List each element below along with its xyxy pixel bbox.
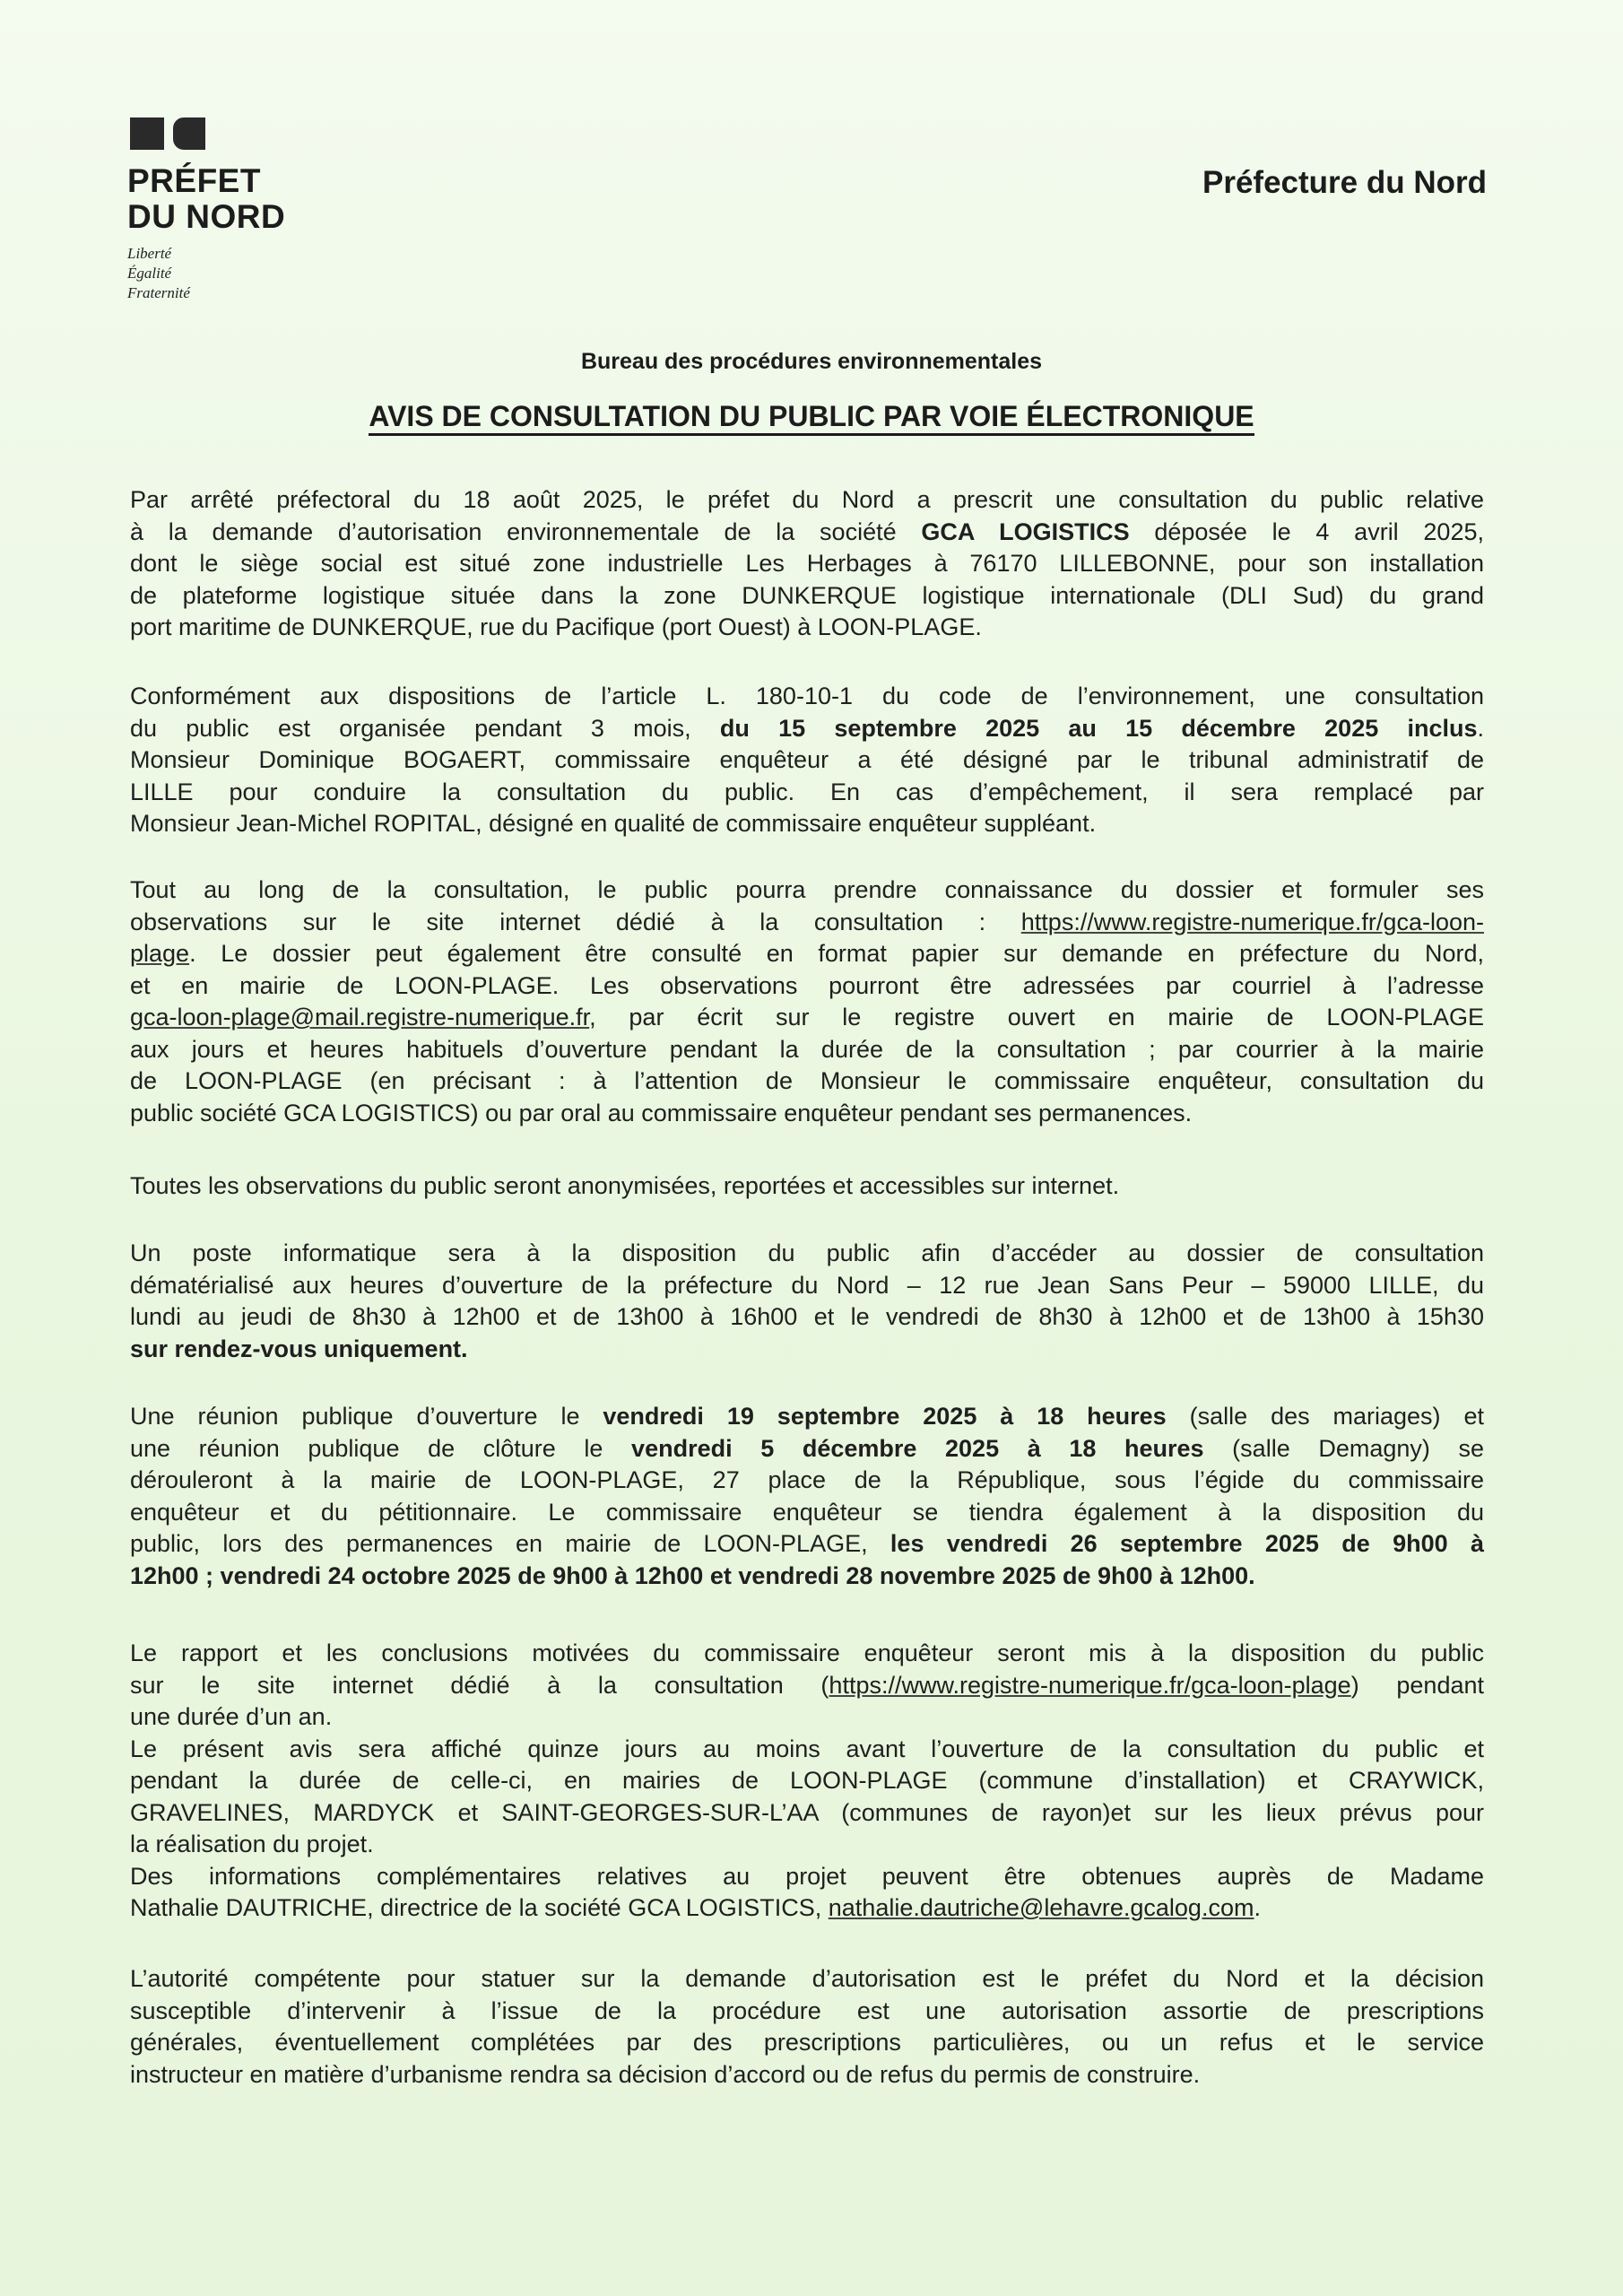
- text-line: sur le site internet dédié à la consultation (https://www.registre-numerique.fr/gca-loon-plage) pendant: [130, 1671, 1484, 1699]
- text-line: Le rapport et les conclusions motivées du commissaire enquêteur seront mis à la disposition du public: [130, 1639, 1484, 1666]
- text-line: Des informations complémentaires relatives au projet peuvent être obtenues auprès de Madame: [130, 1862, 1484, 1890]
- paragraph-duree: [130, 681, 1484, 840]
- text-line: de plateforme logistique située dans la zone DUNKERQUE logistique internationale (DLI Sud) du grand: [130, 581, 1484, 609]
- text-line: dérouleront à la mairie de LOON-PLAGE, 27 place de la République, sous l’égide du commissaire: [130, 1466, 1484, 1493]
- document-title-text: AVIS DE CONSULTATION DU PUBLIC PAR VOIE ÉLECTRONIQUE: [369, 400, 1254, 436]
- text-line: de LOON-PLAGE (en précisant : à l’attention de Monsieur le commissaire enquêteur, consultation du: [130, 1067, 1484, 1094]
- text-line: du public est organisée pendant 3 mois, du 15 septembre 2025 au 15 décembre 2025 inclus.: [130, 714, 1484, 742]
- registre-link-2[interactable]: https://www.registre-numerique.fr/gca-loon-plage: [829, 1671, 1351, 1699]
- text-line: LILLE pour conduire la consultation du public. En cas d’empêchement, il sera remplacé par: [130, 778, 1484, 805]
- paragraph-rapport: [130, 1638, 1484, 1925]
- registre-link[interactable]: https://www.registre-numerique.fr/gca-loon-: [1020, 908, 1484, 935]
- text-line: une réunion publique de clôture le vendredi 5 décembre 2025 à 18 heures (salle Demagny) se: [130, 1434, 1485, 1462]
- text-line: dont le siège social est situé zone industrielle Les Herbages à 76170 LILLEBONNE, pour son installation: [130, 550, 1484, 577]
- paragraph-anonymisation: [130, 1170, 1484, 1203]
- text-line: générales, éventuellement complétées par des prescriptions particulières, ou un refus et le service: [130, 2029, 1484, 2056]
- text-line: enquêteur et du pétitionnaire. Le commissaire enquêteur se tiendra également à la disposition du: [130, 1498, 1484, 1526]
- paragraph-poste-informatique: [130, 1238, 1484, 1365]
- bureau-label: Bureau des procédures environnementales: [580, 349, 1043, 374]
- opening-meeting-date: vendredi 19 septembre 2025 à 18 heures: [603, 1403, 1167, 1430]
- company-name: GCA LOGISTICS: [921, 517, 1130, 545]
- text-line: instructeur en matière d’urbanisme rendra sa décision d’accord ou de refus du permis de construire.: [130, 2060, 1201, 2088]
- marianne-logo: [128, 117, 218, 150]
- text-line: aux jours et heures habituels d’ouverture pendant la durée de la consultation ; par courrier à la mairie: [130, 1035, 1484, 1063]
- text-line: gca-loon-plage@mail.registre-numerique.fr, par écrit sur le registre ouvert en mairie de LOON-PLAGE: [130, 1004, 1484, 1031]
- devise-egalite: Égalité: [127, 265, 172, 282]
- marianne-left-block: [130, 117, 164, 150]
- devise-liberte: Liberté: [127, 245, 172, 262]
- text-line: une durée d’un an.: [130, 1703, 333, 1730]
- text-line: à la demande d’autorisation environnementale de la société GCA LOGISTICS déposée le 4 avril 2025,: [130, 517, 1484, 545]
- document-title: [0, 400, 1623, 433]
- paragraph-autorite: [130, 1963, 1484, 2091]
- text-line: plage. Le dossier peut également être consulté en format papier sur demande en préfecture du Nord,: [130, 940, 1484, 967]
- paragraph-arrete: [130, 484, 1484, 644]
- contact-email-link[interactable]: nathalie.dautriche@lehavre.gcalog.com: [828, 1894, 1254, 1921]
- text-line: public, lors des permanences en mairie de LOON-PLAGE, les vendredi 26 septembre 2025 de 9h00 à: [130, 1530, 1484, 1557]
- text-line: GRAVELINES, MARDYCK et SAINT-GEORGES-SUR-L’AA (communes de rayon)et sur les lieux prévus pour: [130, 1798, 1484, 1826]
- prefet-du-nord-label: [127, 163, 285, 235]
- text-line: susceptible d’intervenir à l’issue de la procédure est une autorisation assortie de prescriptions: [130, 1996, 1484, 2024]
- text-line: L’autorité compétente pour statuer sur la demande d’autorisation est le préfet du Nord et la décision: [130, 1965, 1484, 1992]
- text-line: Le présent avis sera affiché quinze jours au moins avant l’ouverture de la consultation du public et: [130, 1735, 1484, 1762]
- text-line: Tout au long de la consultation, le public pourra prendre connaissance du dossier et formuler ses: [130, 876, 1484, 903]
- logo-name: PRÉFET: [127, 162, 261, 199]
- text-line: la réalisation du projet.: [130, 1831, 374, 1857]
- paragraph-observations: [130, 874, 1484, 1129]
- logo-name-2: DU NORD: [127, 198, 286, 235]
- text-line: Toutes les observations du public seront anonymisées, reportées et accessibles sur internet.: [130, 1172, 1120, 1199]
- text-line: Monsieur Dominique BOGAERT, commissaire enquêteur a été désigné par le tribunal administratif de: [130, 746, 1484, 773]
- text-line: port maritime de DUNKERQUE, rue du Pacifique (port Ouest) à LOON-PLAGE.: [130, 613, 982, 640]
- text-line: 12h00 ; vendredi 24 octobre 2025 de 9h00 à 12h00 et vendredi 28 novembre 2025 de 9h00 à 12h00.: [130, 1561, 1255, 1589]
- text-line: pendant la durée de celle-ci, en mairies de LOON-PLAGE (commune d’installation) et CRAYWICK,: [130, 1767, 1484, 1794]
- prefecture-label: Préfecture du Nord: [1202, 165, 1487, 200]
- consultation-dates: du 15 septembre 2025 au 15 décembre 2025 inclus: [719, 714, 1478, 742]
- text-line: observations sur le site internet dédié à la consultation : https://www.registre-numerique.fr/gca-loon-: [130, 908, 1484, 935]
- text-line: sur rendez-vous uniquement.: [130, 1335, 468, 1362]
- text-line: public société GCA LOGISTICS) ou par oral au commissaire enquêteur pendant ses permanences.: [130, 1099, 1193, 1126]
- devise: [127, 244, 190, 303]
- text-line: Une réunion publique d’ouverture le vendredi 19 septembre 2025 à 18 heures (salle des mariages) et: [130, 1403, 1484, 1430]
- closing-meeting-date: vendredi 5 décembre 2025 à 18 heures: [631, 1434, 1204, 1462]
- text-line: lundi au jeudi de 8h30 à 12h00 et de 13h00 à 16h00 et le vendredi de 8h30 à 12h00 et de 13h00 à 15h30: [130, 1303, 1484, 1330]
- text-line: Nathalie DAUTRICHE, directrice de la société GCA LOGISTICS, nathalie.dautriche@lehavre.gcalog.com.: [130, 1894, 1261, 1921]
- registre-link-end[interactable]: plage: [130, 940, 190, 967]
- text-line: Un poste informatique sera à la disposition du public afin d’accéder au dossier de consultation: [130, 1239, 1484, 1266]
- permanence-dates: les vendredi 26 septembre 2025 de 9h00 à: [890, 1530, 1484, 1557]
- paragraph-reunions: [130, 1401, 1484, 1592]
- devise-fraternite: Fraternité: [127, 284, 190, 301]
- text-line: Monsieur Jean-Michel ROPITAL, désigné en qualité de commissaire enquêteur suppléant.: [130, 810, 1097, 837]
- text-line: Par arrêté préfectoral du 18 août 2025, le préfet du Nord a prescrit une consultation du public relative: [130, 486, 1484, 513]
- text-line: et en mairie de LOON-PLAGE. Les observations pourront être adressées par courriel à l’adresse: [130, 971, 1484, 999]
- text-line: dématérialisé aux heures d’ouverture de la préfecture du Nord – 12 rue Jean Sans Peur – 59000 LILLE, du: [130, 1271, 1484, 1299]
- registre-email-link[interactable]: gca-loon-plage@mail.registre-numerique.fr: [130, 1004, 590, 1031]
- marianne-right-block: [173, 117, 205, 150]
- text-line: Conformément aux dispositions de l’article L. 180-10-1 du code de l’environnement, une consultation: [130, 683, 1484, 709]
